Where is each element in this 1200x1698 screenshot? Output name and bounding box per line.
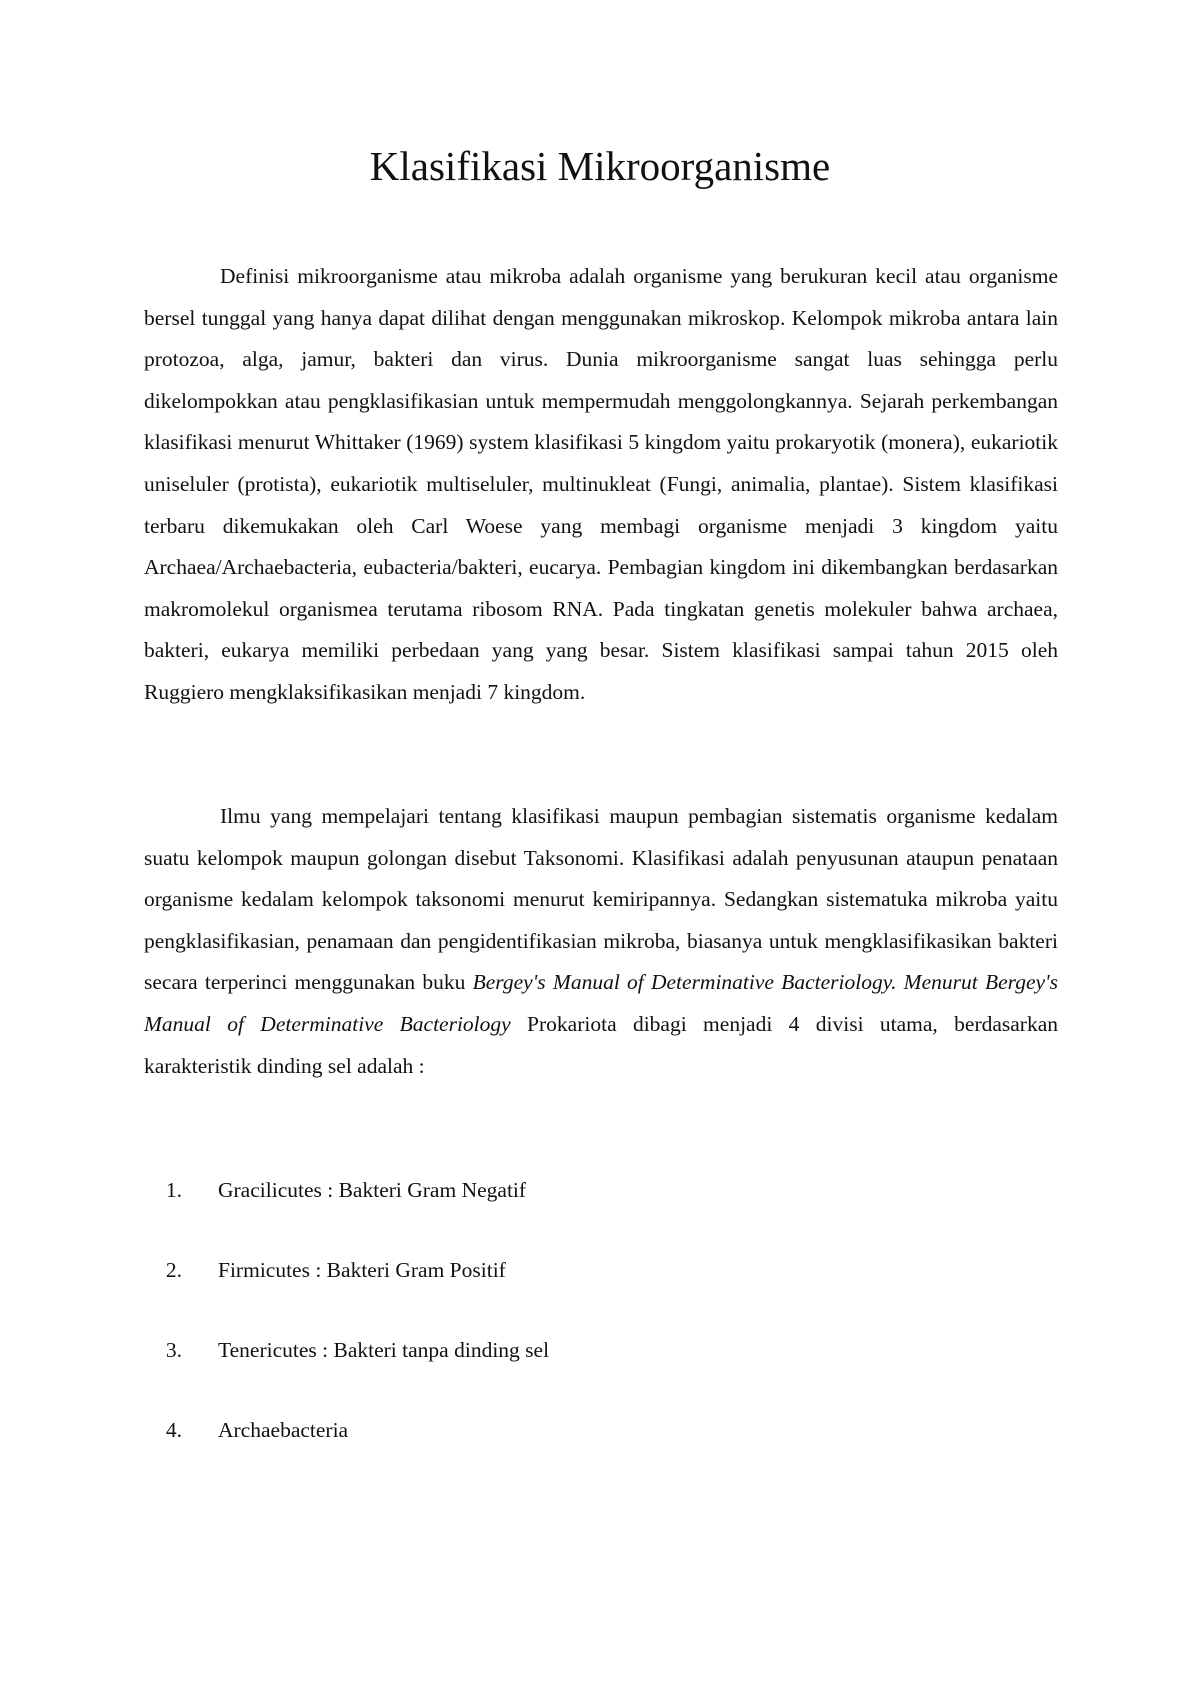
paragraph-definition: Definisi mikroorganisme atau mikroba adalah organisme yang berukuran kecil atau organisme bersel tunggal yang hanya dapat dilihat dengan menggunakan mikroskop. Kelompok mikroba antara lain protozoa, alga, jamur, bakteri dan virus. Dunia mikroorganisme sangat luas sehingga perlu dikelompokkan atau pengklasifikasian untuk mempermudah menggolongkannya. Sejarah perkembangan klasifikasi menurut Whittaker (1969) system klasifikasi 5 kingdom yaitu prokaryotik (monera), eukariotik uniseluler (protista), eukariotik multiseluler, multinukleat (Fungi, animalia, plantae). Sistem klasifikasi terbaru dikemukakan oleh Carl Woese yang membagi organisme menjadi 3 kingdom yaitu Archaea/Archaebacteria, eubacteria/bakteri, eucarya. Pembagian kingdom ini dikembangkan berdasarkan makromolekul organismea terutama ribosom RNA. Pada tingkatan genetis molekuler bahwa archaea, bakteri, eukarya memiliki perbedaan yang yang besar. Sistem klasifikasi sampai tahun 2015 oleh Ruggiero mengklaksifikasikan menjadi 7 kingdom. bbox=[144, 264, 1058, 704]
list-item-number: 1. bbox=[165, 1178, 182, 1202]
paragraph-taxonomy-text-1: Ilmu yang mempelajari tentang klasifikasi maupun pembagian sistematis organisme kedalam suatu kelompok maupun golongan disebut Taksonomi. Klasifikasi adalah penyusunan ataupun penataan organisme kedalam kelompok taksonomi menurut kemiripannya. Sedangkan sistematuka mikroba yaitu pengklasifikasian, penamaan dan pengidentifikasian mikroba, biasanya untuk mengklasifikasikan bakteri secara terperinci menggunakan buku bbox=[144, 804, 1058, 995]
list-item-number: 2. bbox=[165, 1258, 182, 1282]
list-item bbox=[144, 1410, 549, 1490]
page-title: Klasifikasi Mikroorganisme bbox=[369, 143, 831, 189]
list-item-number: 3. bbox=[165, 1338, 182, 1362]
list-item bbox=[144, 1250, 549, 1330]
book-title-italic: Bergey's Manual of Determinative Bacteriology. Menurut Bergey's Manual of Determinative Bacteriology bbox=[144, 970, 1059, 1036]
list-item-number: 4. bbox=[165, 1418, 182, 1442]
list-item-text: Tenericutes : Bakteri tanpa dinding sel bbox=[218, 1338, 550, 1362]
list-item-text: Gracilicutes : Bakteri Gram Negatif bbox=[218, 1178, 527, 1202]
list-item-text: Archaebacteria bbox=[218, 1418, 349, 1442]
list-item bbox=[144, 1170, 549, 1250]
list-item bbox=[144, 1330, 549, 1410]
list-item-text: Firmicutes : Bakteri Gram Positif bbox=[218, 1258, 506, 1282]
paragraph-taxonomy bbox=[144, 796, 1058, 1087]
paragraph-taxonomy-text-2: Prokariota dibagi menjadi 4 divisi utama, berdasarkan karakteristik dinding sel adalah : bbox=[144, 1011, 1059, 1078]
division-list bbox=[144, 1170, 549, 1490]
